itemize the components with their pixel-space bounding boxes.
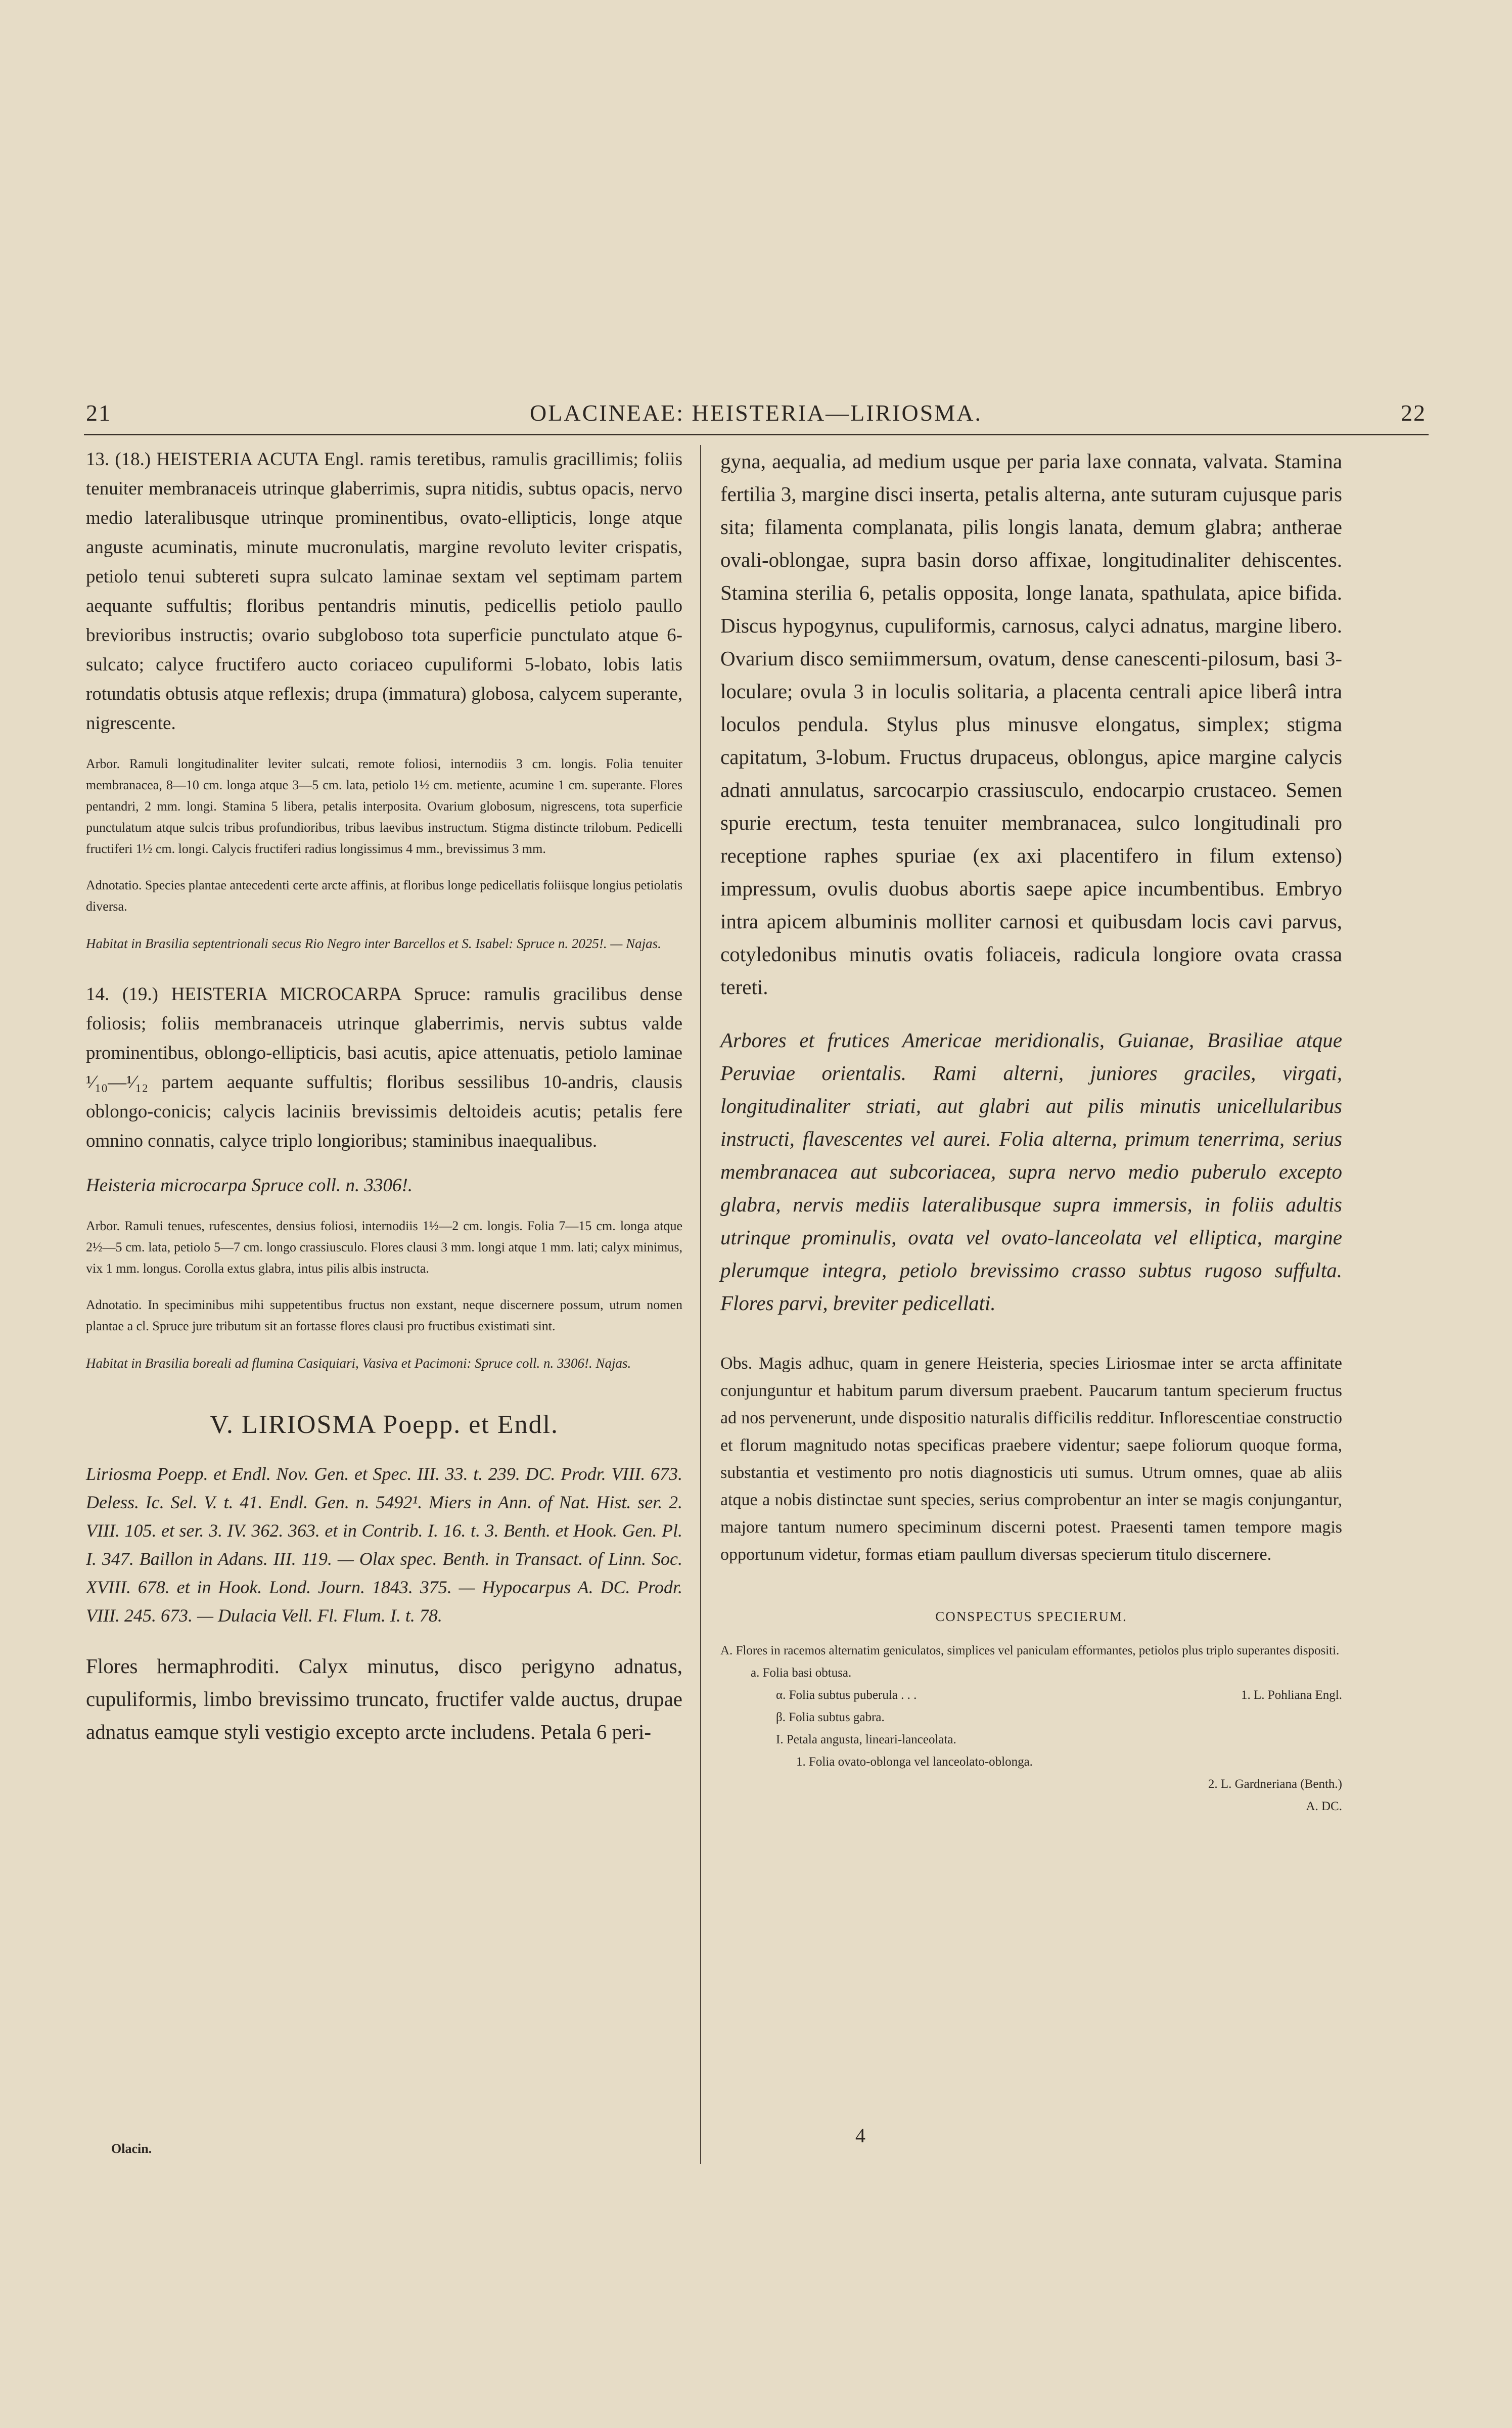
- running-title: OLACINEAE: HEISTERIA—LIRIOSMA.: [530, 400, 982, 426]
- footer-signature-mark: Olacin.: [111, 2141, 152, 2156]
- key-entry: 1. Folia ovato-oblonga vel lanceolato-oblonga.: [796, 1755, 1033, 1769]
- species-14-synonym: Heisteria microcarpa Spruce coll. n. 3306!.: [86, 1175, 413, 1196]
- key-entry: I. Petala angusta, lineari-lanceolata.: [776, 1733, 956, 1746]
- key-entry: β. Folia subtus gabra.: [776, 1711, 885, 1724]
- genus-habit: Arbores et frutices Americae meridionalis, Guianae, Brasiliae atque Peruviae orientalis. Rami alterni, juniores graciles, virgati, longitudinaliter striati, aut glabri aut pilis minutis unicellularibus instructi, flavescentes vel aurei. Folia alterna, primum tenerrima, serius membranacea aut subcoriacea, supra nervo medio puberulo excepto glabra, nervis mediis lateralibusque supra immersis, in foliis adultis utrinque prominulis, ovata vel ovato-lanceolata vel elliptica, margine plerumque integra, petiolo brevissimo crasso subtus rugoso suffulta. Flores parvi, breviter pedicellati.: [720, 1028, 1342, 1315]
- right-column: [720, 445, 1342, 1818]
- species-13-note: Adnotatio. Species plantae antecedenti certe arcte affinis, at floribus longe pedicellatis foliisque longius petiolatis diversa.: [86, 878, 682, 914]
- species-13-detail: Arbor. Ramuli longitudinaliter leviter sulcati, remote foliosi, internodiis 3 cm. longis. Folia tenuiter membranacea, 8—10 cm. longa atque 3—5 cm. lata, petiolo 1½ cm. metiente, acumine 1 cm. superante. Flores pentandri, 2 mm. longi. Stamina 5 libera, petalis interposita. Ovarium globosum, nigrescens, tota superficie punctulatum atque sulcis tribus profundioribus, tribus laevibus instructum. Stigma distincte trilobum. Pedicelli fructiferi 1½ cm. longi. Calycis fructiferi radius longissimus 4 mm., brevissimus 3 mm.: [86, 756, 682, 856]
- key-species: 1. L. Pohliana Engl.: [1241, 1688, 1342, 1702]
- key-entry: α. Folia subtus puberula . . . 1. L. Pohliana Engl.: [720, 1684, 1342, 1706]
- signature-number: 4: [855, 2124, 865, 2147]
- observation: Obs. Magis adhuc, quam in genere Heisteria, species Liriosmae inter se arcta affinitate conjunguntur et habitum parum diversum praebent. Paucarum tantum specierum fructus ad nos pervenerunt, unde dispositio naturalis difficilis redditur. Inflorescentiae constructio et florum magnitudo notas specificas praebere videntur; saepe foliorum quoque forma, substantia et vestimento pro notis diagnosticis uti sumus. Utrum omnes, quae ab aliis atque a nobis distinctae sunt species, serius comprobentur an inter se magis conjungantur, majore tantum numero speciminum discerni potest. Praesenti tamen tempore magis opportunum videtur, formas etiam paullum diversas specierum titulo discernere.: [720, 1354, 1342, 1564]
- species-14-detail: Arbor. Ramuli tenues, rufescentes, densius foliosi, internodiis 1½—2 cm. longis. Folia 7—15 cm. longa atque 2½—5 cm. lata, petiolo 5—7 cm. longo crassiusculo. Flores clausi 3 mm. longi atque 1 mm. lati; calyx minimus, vix 1 mm. longus. Corolla extus glabra, intus pilis albis instructa.: [86, 1219, 682, 1276]
- species-13-description: 13. (18.) HEISTERIA ACUTA Engl. ramis teretibus, ramulis gracillimis; foliis tenuiter membranaceis utrinque glaberrimis, supra nitidis, subtus opacis, nervo medio lateralibusque utrinque prominentibus, ovato-ellipticis, longe atque anguste acuminatis, minute mucronulatis, margine revoluto leviter crispatis, petiolo tenui subtereti supra sulcato laminae sextam vel septimam partem aequante suffultis; floribus pentandris minutis, pedicellis petiolo paullo brevioribus instructis; ovario subgloboso tota superficie punctulato atque 6-sulcato; calyce fructifero aucto coriaceo cupuliformi 5-lobato, lobis latis rotundatis obtusis atque reflexis; drupa (immatura) globosa, calycem superante, nigrescente.: [86, 449, 682, 734]
- genus-heading: V. LIRIOSMA Poepp. et Endl.: [209, 1410, 559, 1439]
- key-entry: a. Folia basi obtusa.: [751, 1666, 852, 1680]
- left-column: [86, 445, 682, 1764]
- column-divider: [700, 445, 701, 2164]
- header-rule: [84, 434, 1429, 435]
- species-13-habitat: Habitat in Brasilia septentrionali secus Rio Negro inter Barcellos et S. Isabel: Spruce n. 2025!. — Najas.: [86, 936, 661, 951]
- species-key: [720, 1640, 1342, 1818]
- species-14-description: 14. (19.) HEISTERIA MICROCARPA Spruce: ramulis gracilibus dense foliosis; foliis membranaceis utrinque glaberrimis, nervis subtus valde prominentibus, oblongo-ellipticis, basi acutis, apice attenuatis, petiolo laminae ¹⁄₁₀—¹⁄₁₂ partem aequante suffultis; floribus sessilibus 10-andris, clausis oblongo-conicis; calycis laciniis brevissimis deltoideis acutis; petalis fere omnino connatis, calyce triplo longioribus; staminibus inaequalibus.: [86, 984, 682, 1151]
- page-number-right: 22: [1401, 400, 1426, 426]
- genus-description-continued: gyna, aequalia, ad medium usque per paria laxe connata, valvata. Stamina fertilia 3, margine disci inserta, petalis alterna, ante suturam cujusque paris sita; filamenta complanata, pilis longis lanata, demum glabra; antherae ovali-oblongae, supra basin dorso affixae, longitudinaliter dehiscentes. Stamina sterilia 6, petalis opposita, longe lanata, spathulata, apice bifida. Discus hypogynus, cupuliformis, carnosus, calyci adnatus, margine libero. Ovarium disco semiimmersum, ovatum, dense canescenti-pilosum, basi 3-loculare; ovula 3 in loculis solitaria, a placenta centrali apice liberâ intra loculos pendula. Stylus plus minusve elongatus, simplex; stigma capitatum, 3-lobum. Fructus drupaceus, oblongus, apice margine calycis adnati annulatus, sarcocarpio crassiusculo, endocarpio crustaceo. Semen spurie erectum, testa tenuiter membranacea, sulco longitudinali pro receptione raphes spuriae (ex axi placentifero in filum extenso) impressum, ovulis duobus abortis saepe apice incumbentibus. Embryo intra apicem albuminis molliter carnosi et quibusdam locis cavi parvus, cotyledonibus minutis ovatis foliaceis, radicula longiore ovata crassa tereti.: [720, 449, 1342, 999]
- conspectus-title: CONSPECTUS SPECIERUM.: [935, 1609, 1127, 1624]
- species-14-habitat: Habitat in Brasilia boreali ad flumina Casiquiari, Vasiva et Pacimoni: Spruce coll. n. 3306!. Najas.: [86, 1356, 631, 1371]
- page-number-left: 21: [86, 400, 111, 426]
- key-species-2-author: A. DC.: [1306, 1800, 1342, 1813]
- genus-references: Liriosma Poepp. et Endl. Nov. Gen. et Spec. III. 33. t. 239. DC. Prodr. VIII. 673. Deless. Ic. Sel. V. t. 41. Endl. Gen. n. 5492¹. Miers in Ann. of Nat. Hist. ser. 2. VIII. 105. et ser. 3. IV. 362. 363. et in Contrib. I. 16. t. 3. Benth. et Hook. Gen. Pl. I. 347. Baillon in Adans. III. 119. — Olax spec. Benth. in Transact. of Linn. Soc. XVIII. 678. et in Hook. Lond. Journ. 1843. 375. — Hypocarpus A. DC. Prodr. VIII. 245. 673. — Dulacia Vell. Fl. Flum. I. t. 78.: [86, 1464, 682, 1626]
- species-14-note: Adnotatio. In speciminibus mihi suppetentibus fructus non exstant, neque discernere possum, utrum nomen plantae a cl. Spruce jure tributum sit an fortasse flores clausi pro fructibus existimati sint.: [86, 1297, 682, 1333]
- key-entry: A. Flores in racemos alternatim geniculatos, simplices vel paniculam efformantes, petiolos plus triplo superantes dispositi.: [720, 1644, 1340, 1657]
- genus-description-start: Flores hermaphroditi. Calyx minutus, disco perigyno adnatus, cupuliformis, limbo brevissimo truncato, fructifer valde auctus, drupae adnatus eamque styli vestigio excepto arcte includens. Petala 6 peri-: [86, 1654, 682, 1743]
- key-species-2: 2. L. Gardneriana (Benth.): [1208, 1777, 1342, 1791]
